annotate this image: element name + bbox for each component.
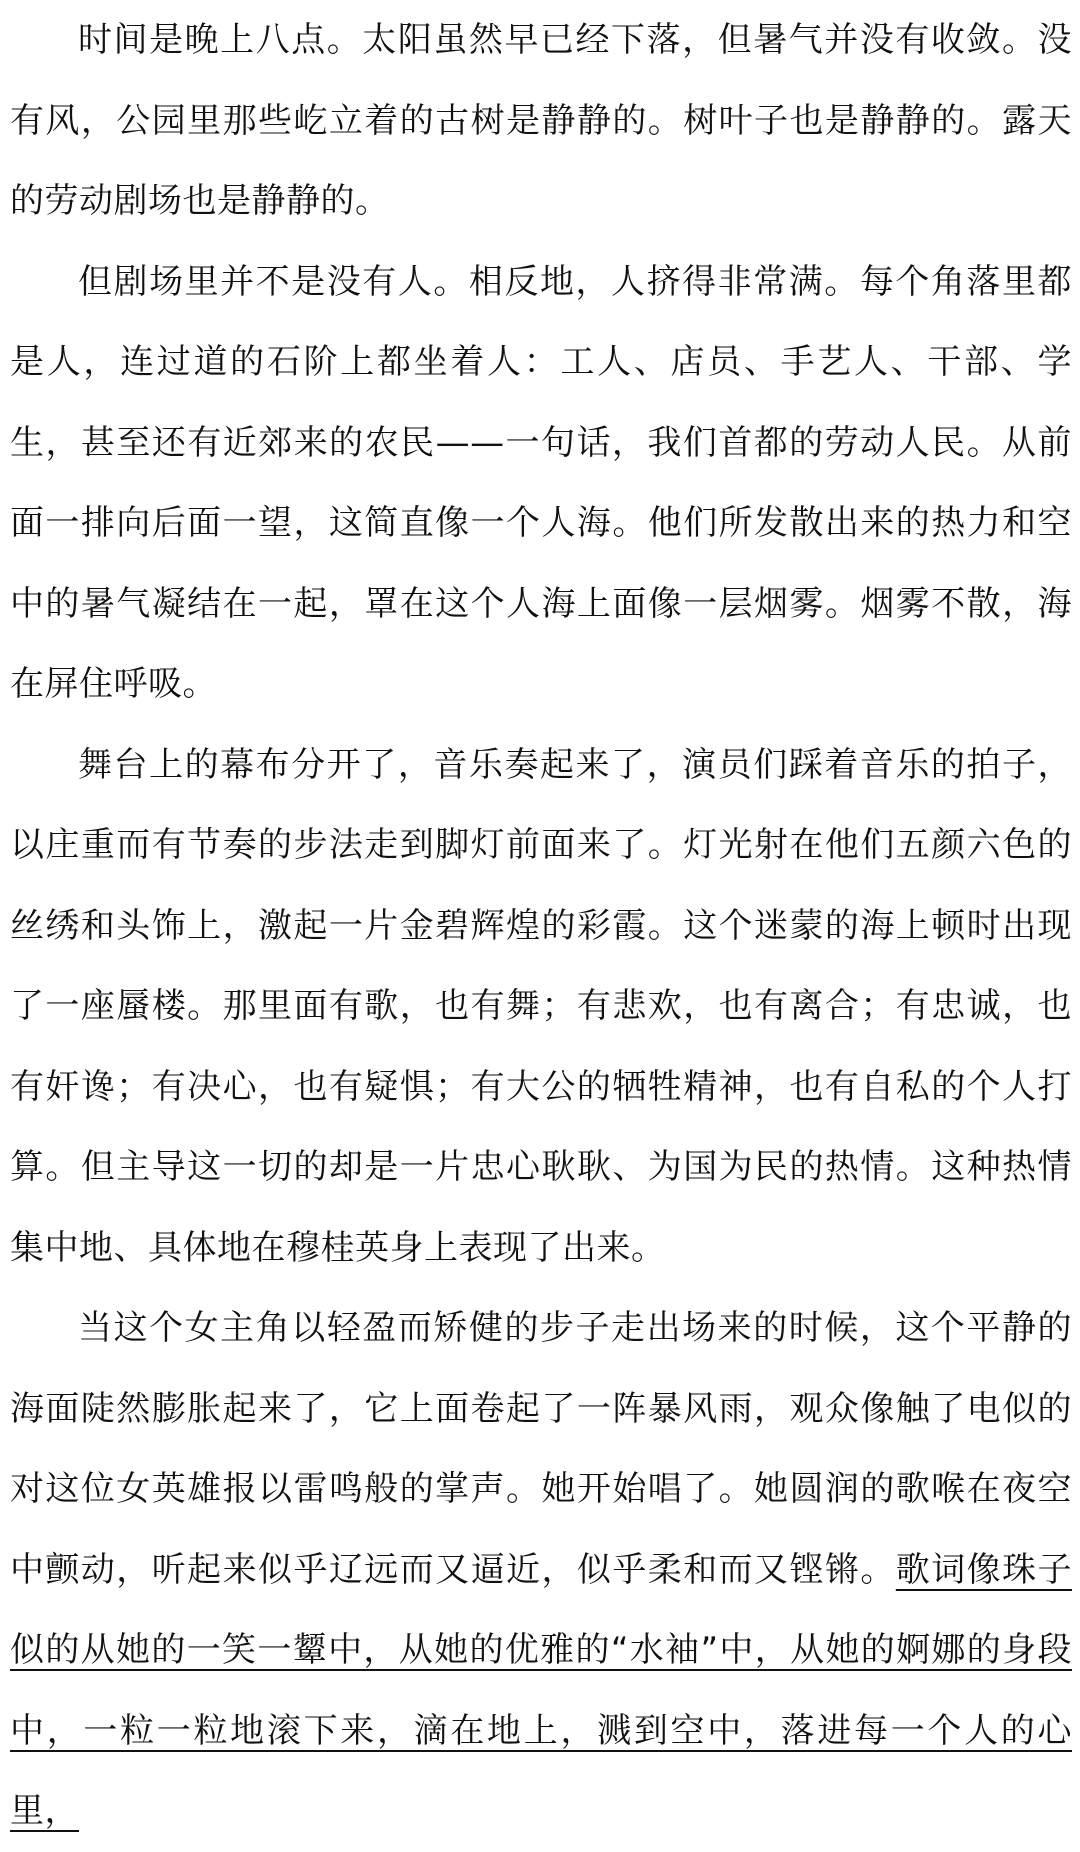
paragraph-4 <box>10 1288 1072 1852</box>
paragraph-2-text: 但剧场里并不是没有人。相反地，人挤得非常满。每个角落里都是人，连过道的石阶上都坐着人：工人、店员、手艺人、干部、学生，甚至还有近郊来的农民——一句话，我们首都的劳动人民。从前面一排向后面一望，这简直像一个人海。他们所发散出来的热力和空中的暑气凝结在一起，罩在这个人海上面像一层烟雾。烟雾不散，海在屏住呼吸。 <box>10 261 1072 704</box>
paragraph-2 <box>10 242 1072 725</box>
paragraph-4-underlined-text: 歌词像珠子似的从她的一笑一颦中，从她的优雅的“水袖”中，从她的婀娜的身段中，一粒一粒地滚下来，滴在地上，溅到空中，落进每一个人的心里， <box>10 1549 1073 1831</box>
paragraph-4-text: 当这个女主角以轻盈而矫健的步子走出场来的时候，这个平静的海面陡然膨胀起来了，它上面卷起了一阵暴风雨，观众像触了电似的对这位女英雄报以雷鸣般的掌声。她开始唱了。她圆润的歌喉在夜空中颤动，听起来似乎辽远而又逼近，似乎柔和而又铿锵。 <box>10 1308 1072 1590</box>
paragraph-1 <box>10 0 1072 242</box>
article-body <box>10 0 1072 1852</box>
paragraph-1-text: 时间是晚上八点。太阳虽然早已经下落，但暑气并没有收敛。没有风，公园里那些屹立着的古树是静静的。树叶子也是静静的。露天的劳动剧场也是静静的。 <box>10 20 1072 221</box>
paragraph-3-text: 舞台上的幕布分开了，音乐奏起来了，演员们踩着音乐的拍子，以庄重而有节奏的步法走到脚灯前面来了。灯光射在他们五颜六色的丝绣和头饰上，激起一片金碧辉煌的彩霞。这个迷蒙的海上顿时出现了一座蜃楼。那里面有歌，也有舞；有悲欢，也有离合；有忠诚，也有奸谗；有决心，也有疑惧；有大公的牺牲精神，也有自私的个人打算。但主导这一切的却是一片忠心耿耿、为国为民的热情。这种热情集中地、具体地在穆桂英身上表现了出来。 <box>10 744 1072 1268</box>
paragraph-3 <box>10 725 1072 1289</box>
